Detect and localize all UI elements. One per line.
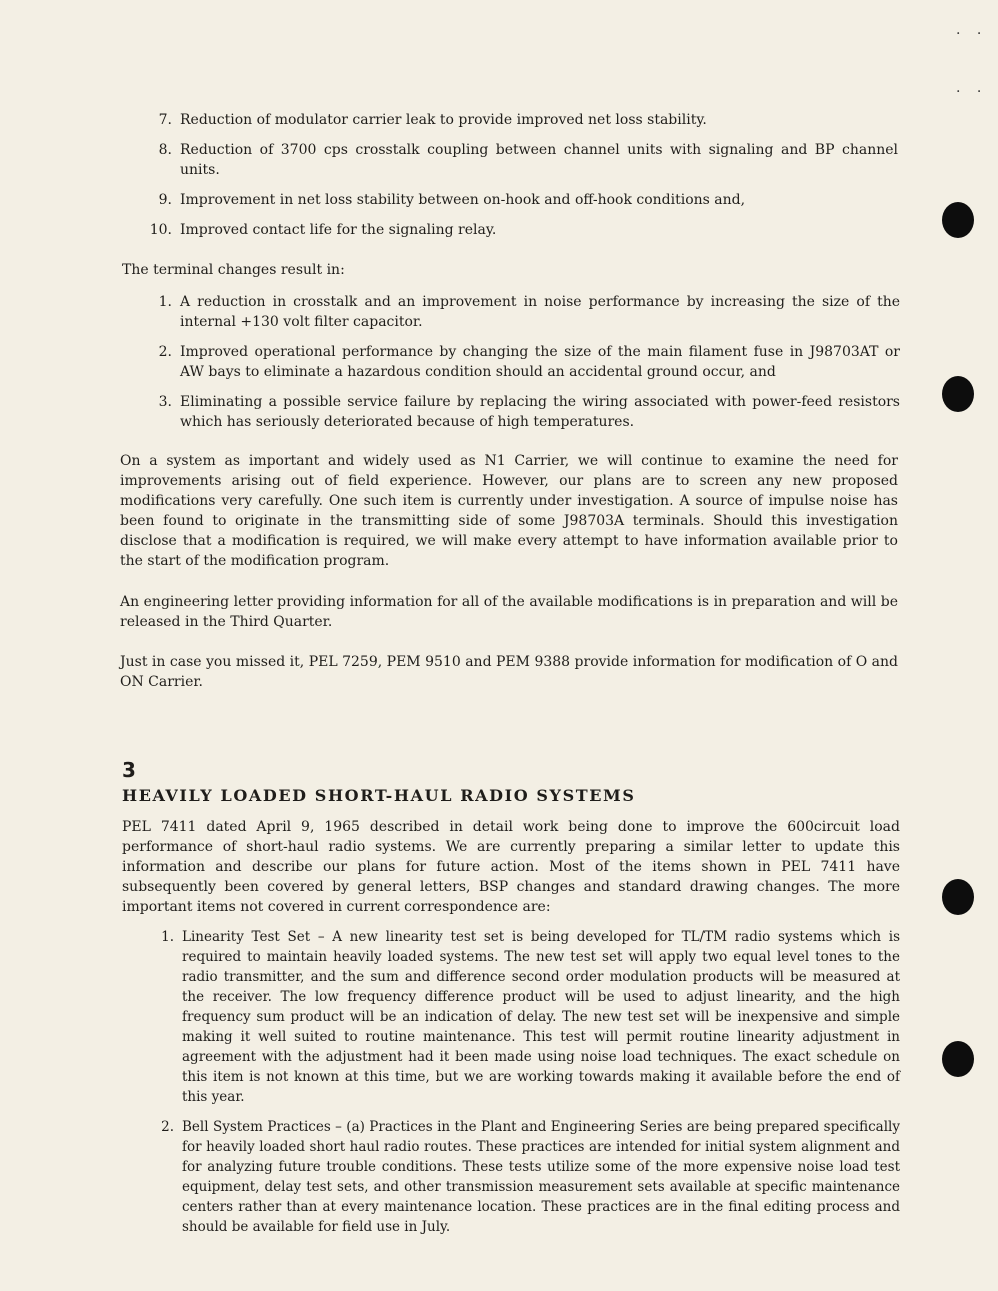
item-number: 8.	[158, 142, 172, 158]
item-number: 2.	[158, 344, 172, 360]
list-item	[122, 342, 900, 382]
list-item	[122, 220, 898, 240]
corner-marks-top: . .	[956, 22, 988, 38]
binder-hole-3	[942, 879, 974, 915]
terminal-changes-list	[122, 292, 900, 432]
item-number: 3.	[158, 394, 172, 410]
section-number: 3	[122, 758, 136, 782]
section-intro-paragraph: PEL 7411 dated April 9, 1965 described in detail work being done to improve the 600circuit load performance of short-haul radio systems. We are currently preparing a similar letter to update this information and describe our plans for future action. Most of the items shown in PEL 7411 have subsequently been covered by general letters, BSP changes and standard drawing changes. The more important items not covered in current correspondence are:	[122, 819, 900, 915]
item-text: A reduction in crosstalk and an improvement in noise performance by increasing the size of the internal +130 volt filter capacitor.	[180, 294, 900, 330]
list-item	[124, 927, 900, 1107]
item-text: Improved contact life for the signaling relay.	[180, 222, 497, 238]
corner-marks-lower: . .	[956, 80, 988, 96]
binder-hole-4	[942, 1041, 974, 1077]
terminal-changes-intro: The terminal changes result in:	[122, 262, 345, 278]
list-item	[122, 190, 898, 210]
item-text: Reduction of modulator carrier leak to provide improved net loss stability.	[180, 112, 707, 128]
item-number: 9.	[158, 192, 172, 208]
item-text: Improved operational performance by changing the size of the main filament fuse in J98703AT or AW bays to eliminate a hazardous condition should an accidental ground occur, and	[180, 344, 900, 380]
list-item	[122, 110, 898, 130]
list-item	[122, 292, 900, 332]
item-number: 1.	[161, 929, 174, 945]
n1-carrier-paragraph: On a system as important and widely used as N1 Carrier, we will continue to examine the need for improvements arising out of field experience. However, our plans are to screen any new proposed modifications very carefully. One such item is currently under investigation. A source of impulse noise has been found to originate in the transmitting side of some J98703A terminals. Should this investigation disclose that a modification is required, we will make every attempt to have information available prior to the start of the modification program.	[120, 453, 898, 569]
binder-hole-2	[942, 376, 974, 412]
missed-paragraph: Just in case you missed it, PEL 7259, PEM 9510 and PEM 9388 provide information for modification of O and ON Carrier.	[120, 654, 898, 690]
item-text: Bell System Practices – (a) Practices in the Plant and Engineering Series are being prepared specifically for heavily loaded short haul radio routes. These practices are intended for initial system alignment and for analyzing future trouble conditions. These tests utilize some of the more expensive noise load test equipment, delay test sets, and other transmission measurement sets available at specific maintenance centers rather than at every maintenance location. These practices are in the final editing process and should be available for field use in July.	[182, 1119, 900, 1235]
item-text: Reduction of 3700 cps crosstalk coupling between channel units with signaling and BP channel units.	[180, 142, 898, 178]
list-item	[122, 392, 900, 432]
item-number: 1.	[158, 294, 172, 310]
list-item	[124, 1117, 900, 1237]
item-number: 10.	[149, 222, 172, 238]
item-text: Improvement in net loss stability between on-hook and off-hook conditions and,	[180, 192, 746, 208]
section-item-list	[124, 927, 900, 1237]
binder-hole-1	[942, 202, 974, 238]
item-text: Linearity Test Set – A new linearity test set is being developed for TL/TM radio systems which is required to maintain heavily loaded systems. The new test set will apply two equal level tones to the radio transmitter, and the sum and difference second order modulation products will be measured at the receiver. The low frequency difference product will be used to adjust linearity, and the high frequency sum product will be an indication of delay. The new test set will be inexpensive and simple making it well suited to routine maintenance. This test will permit routine linearity adjustment in agreement with the adjustment had it been made using noise load techniques. The exact schedule on this item is not known at this time, but we are working towards making it available before the end of this year.	[182, 929, 900, 1105]
item-number: 2.	[161, 1119, 174, 1135]
item-number: 7.	[158, 112, 172, 128]
engineering-letter-paragraph: An engineering letter providing information for all of the available modifications is in preparation and will be released in the Third Quarter.	[120, 594, 898, 630]
item-text: Eliminating a possible service failure by replacing the wiring associated with power-feed resistors which has seriously deteriorated because of high temperatures.	[180, 394, 900, 430]
list-item	[122, 140, 898, 180]
section-title: HEAVILY LOADED SHORT-HAUL RADIO SYSTEMS	[122, 786, 636, 805]
modification-list-continued	[122, 110, 898, 240]
